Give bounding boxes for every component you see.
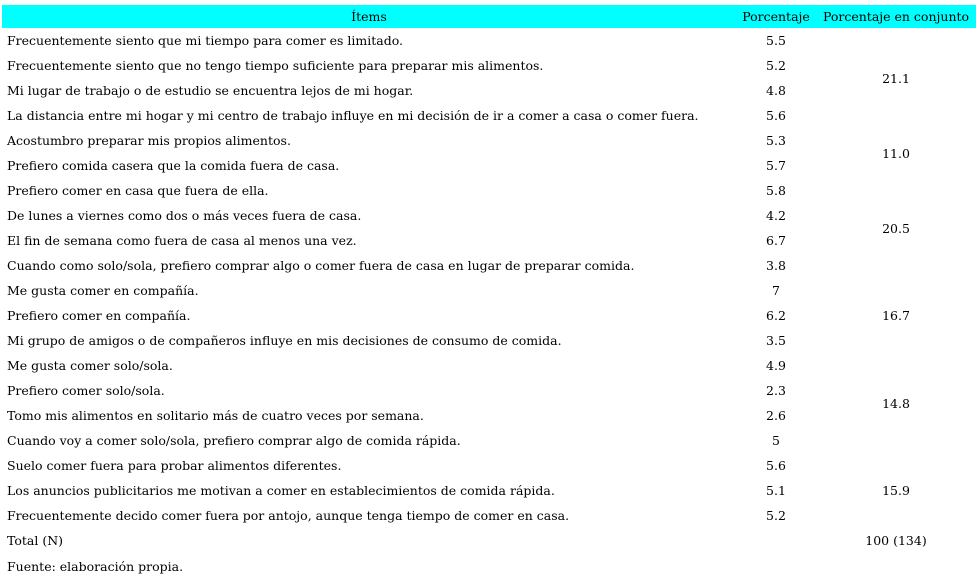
table-row	[2, 453, 976, 478]
item-text: Me gusta comer solo/sola.	[7, 358, 173, 373]
table-row	[2, 353, 976, 378]
item-text: Frecuentemente decido comer fuera por antojo, aunque tenga tiempo de comer en casa.	[7, 508, 570, 523]
table-row	[2, 278, 976, 303]
item-percentage: 5.7	[766, 158, 786, 173]
group-percentage: 14.8	[882, 395, 910, 411]
table-row	[2, 128, 976, 153]
header-group-percentage: Porcentaje en conjunto	[816, 5, 976, 28]
header-items: Ítems	[2, 5, 736, 28]
item-text: La distancia entre mi hogar y mi centro de trabajo influye en mi decisión de ir a comer a casa o comer fuera.	[7, 108, 699, 123]
item-percentage: 5.3	[766, 133, 786, 148]
item-text: El fin de semana como fuera de casa al menos una vez.	[7, 233, 357, 248]
survey-table	[2, 5, 976, 553]
group-percentage: 15.9	[882, 483, 910, 498]
item-text: Suelo comer fuera para probar alimentos diferentes.	[7, 458, 342, 473]
item-percentage: 5.2	[766, 58, 786, 73]
total-label: Total (N)	[7, 533, 64, 548]
group-percentage: 20.5	[882, 220, 910, 236]
item-text: Frecuentemente siento que no tengo tiempo suficiente para preparar mis alimentos.	[7, 58, 544, 73]
total-value: 100 (134)	[865, 533, 927, 548]
item-text: Frecuentemente siento que mi tiempo para comer es limitado.	[7, 33, 404, 48]
item-text: Me gusta comer en compañía.	[7, 283, 199, 298]
item-percentage: 3.5	[766, 333, 786, 348]
item-text: Cuando como solo/sola, prefiero comprar algo o comer fuera de casa en lugar de preparar comida.	[7, 258, 635, 273]
item-percentage: 5.2	[766, 508, 786, 523]
item-percentage: 6.7	[766, 233, 786, 248]
item-percentage: 5	[772, 433, 780, 448]
item-text: De lunes a viernes como dos o más veces fuera de casa.	[7, 208, 362, 223]
table-header	[2, 5, 976, 28]
item-text: Prefiero comida casera que la comida fuera de casa.	[7, 158, 340, 173]
item-percentage: 5.8	[766, 183, 786, 198]
item-text: Tomo mis alimentos en solitario más de cuatro veces por semana.	[7, 408, 424, 423]
item-text: Mi grupo de amigos o de compañeros influye en mis decisiones de consumo de comida.	[7, 333, 562, 348]
item-percentage: 4.2	[766, 208, 786, 223]
item-percentage: 5.1	[766, 483, 786, 498]
item-percentage: 3.8	[766, 258, 786, 273]
item-text: Prefiero comer en compañía.	[7, 308, 191, 323]
table-row	[2, 28, 976, 53]
item-text: Prefiero comer solo/sola.	[7, 383, 165, 398]
item-percentage: 5.6	[766, 108, 786, 123]
item-percentage: 5.5	[766, 33, 786, 48]
item-text: Acostumbro preparar mis propios alimentos.	[7, 133, 291, 148]
item-text: Los anuncios publicitarios me motivan a comer en establecimientos de comida rápida.	[7, 483, 555, 498]
table-body	[2, 28, 976, 528]
group-percentage: 16.7	[882, 308, 910, 323]
group-percentage: 21.1	[882, 70, 910, 86]
item-percentage: 2.6	[766, 408, 786, 423]
group-percentage: 11.0	[882, 145, 910, 161]
item-percentage: 6.2	[766, 308, 786, 323]
item-text: Mi lugar de trabajo o de estudio se encuentra lejos de mi hogar.	[7, 83, 414, 98]
item-percentage: 4.8	[766, 83, 786, 98]
source-note: Fuente: elaboración propia.	[7, 559, 184, 574]
header-percentage: Porcentaje	[736, 5, 816, 28]
table-row	[2, 178, 976, 203]
item-percentage: 5.6	[766, 458, 786, 473]
item-percentage: 7	[772, 283, 780, 298]
item-percentage: 2.3	[766, 383, 786, 398]
item-percentage: 4.9	[766, 358, 786, 373]
total-row	[2, 528, 976, 553]
item-text: Prefiero comer en casa que fuera de ella.	[7, 183, 269, 198]
item-text: Cuando voy a comer solo/sola, prefiero comprar algo de comida rápida.	[7, 433, 461, 448]
